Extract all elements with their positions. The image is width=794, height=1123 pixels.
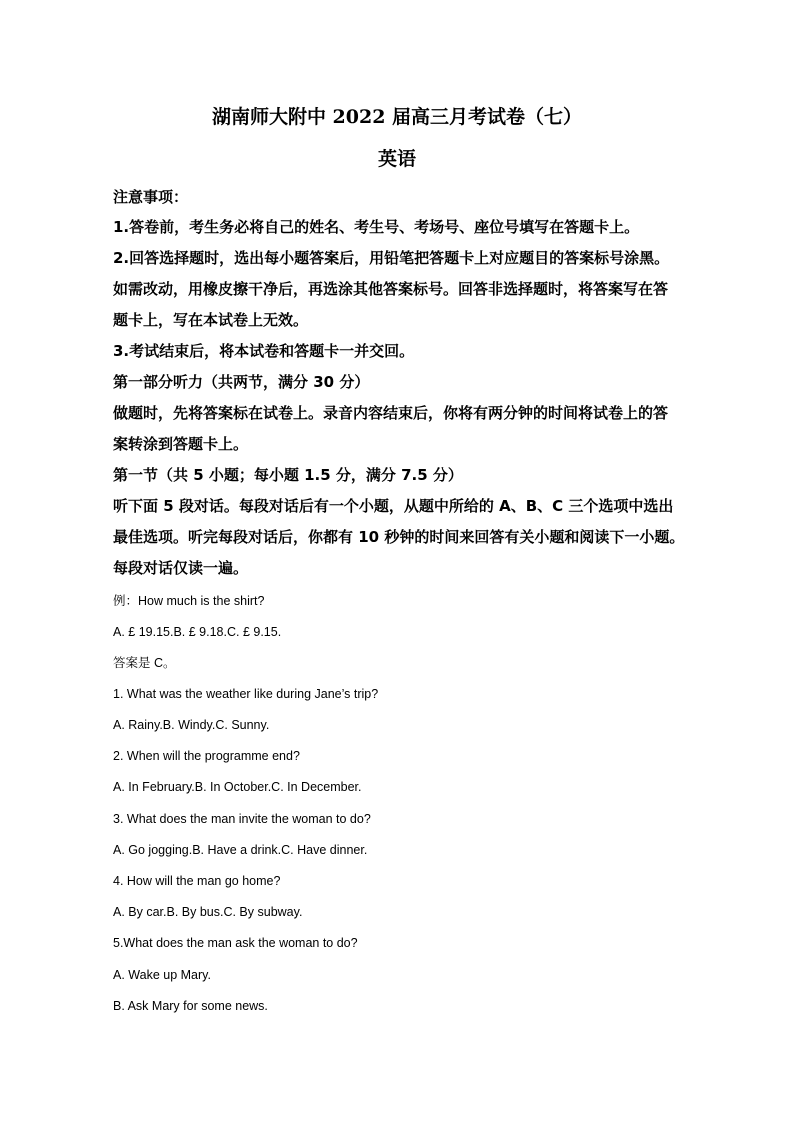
instruction-item-2-line-2: 如需改动，用橡皮擦干净后，再选涂其他答案标号。回答非选择题时，将答案写在答 <box>113 280 669 298</box>
section1-desc-line-1: 听下面 5 段对话。每段对话后有一个小题，从题中所给的 A、B、C 三个选项中选出 <box>113 497 674 515</box>
question-3-options: A. Go jogging.B. Have a drink.C. Have dinner. <box>113 843 368 857</box>
instruction-item-1: 1.答卷前，考生务必将自己的姓名、考生号、考场号、座位号填写在答题卡上。 <box>113 218 640 236</box>
example-question: 例：How much is the shirt? <box>113 594 265 608</box>
question-4-options: A. By car.B. By bus.C. By subway. <box>113 905 303 919</box>
instruction-item-3: 3.考试结束后，将本试卷和答题卡一并交回。 <box>113 342 415 360</box>
section1-desc-line-3: 每段对话仅读一遍。 <box>113 559 249 577</box>
section1-heading: 第一节（共 5 小题；每小题 1.5 分，满分 7.5 分） <box>113 466 463 484</box>
question-5-stem: 5.What does the man ask the woman to do? <box>113 936 358 950</box>
example-answer: 答案是 C。 <box>113 656 176 670</box>
question-2-options: A. In February.B. In October.C. In December. <box>113 780 362 794</box>
question-5-option-a: A. Wake up Mary. <box>113 968 211 982</box>
instructions-heading: 注意事项： <box>113 188 189 206</box>
question-2-stem: 2. When will the programme end? <box>113 749 300 763</box>
question-5-option-b: B. Ask Mary for some news. <box>113 999 268 1013</box>
instruction-item-2-line-3: 题卡上，写在本试卷上无效。 <box>113 311 309 329</box>
exam-title: 湖南师大附中 2022 届高三月考试卷（七） <box>211 106 583 128</box>
question-1-stem: 1. What was the weather like during Jane’s trip? <box>113 687 379 701</box>
part1-desc-line-2: 案转涂到答题卡上。 <box>113 435 249 453</box>
instruction-item-2-line-1: 2.回答选择题时，选出每小题答案后，用铅笔把答题卡上对应题目的答案标号涂黑。 <box>113 249 670 267</box>
subject-title: 英语 <box>377 148 416 170</box>
section1-desc-line-2: 最佳选项。听完每段对话后，你都有 10 秒钟的时间来回答有关小题和阅读下一小题。 <box>113 528 685 546</box>
question-3-stem: 3. What does the man invite the woman to do? <box>113 812 371 826</box>
question-4-stem: 4. How will the man go home? <box>113 874 281 888</box>
part1-heading: 第一部分听力（共两节，满分 30 分） <box>113 373 370 391</box>
example-options: A. £ 19.15.B. £ 9.18.C. £ 9.15. <box>113 625 282 639</box>
question-1-options: A. Rainy.B. Windy.C. Sunny. <box>113 718 270 732</box>
part1-desc-line-1: 做题时，先将答案标在试卷上。录音内容结束后，你将有两分钟的时间将试卷上的答 <box>113 404 669 422</box>
